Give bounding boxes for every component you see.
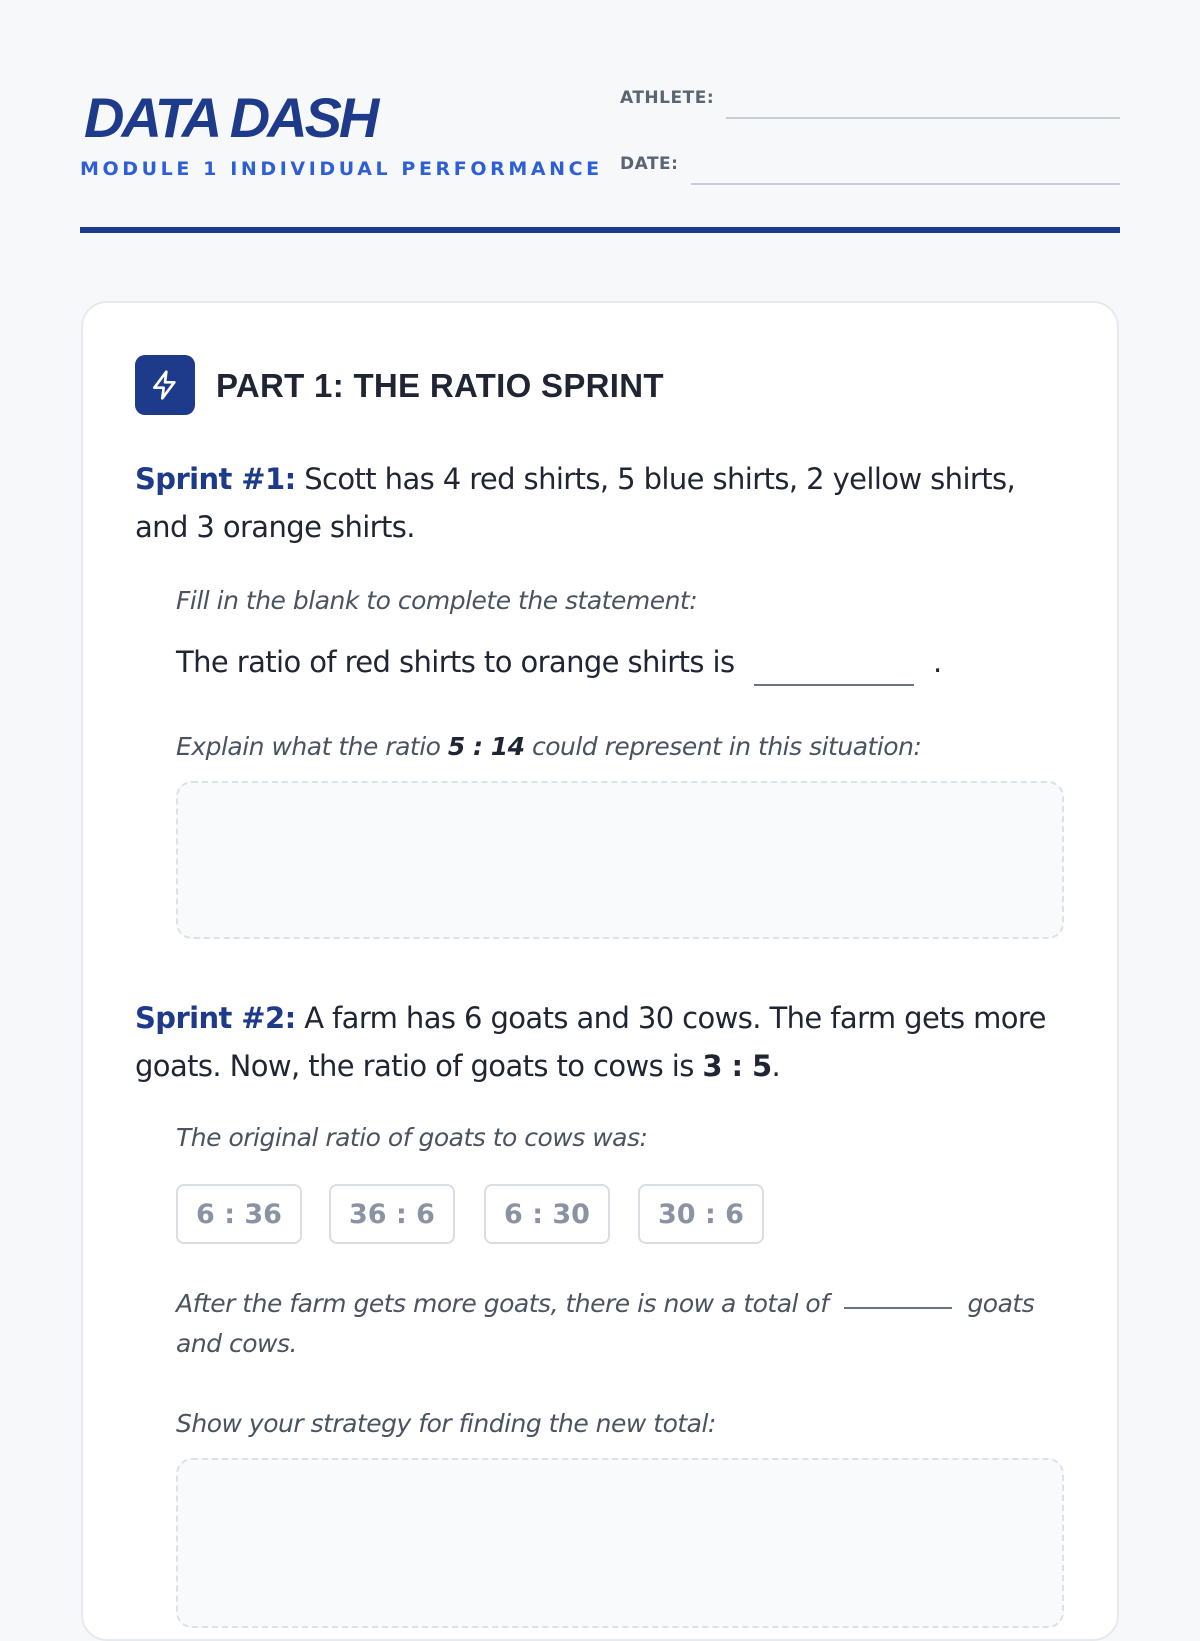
date-label: DATE: [620,154,679,174]
sprint2-ratio: 3 : 5 [702,1049,772,1083]
brand-subtitle: MODULE 1 INDIVIDUAL PERFORMANCE [80,158,603,180]
sprint2-problem [135,994,1065,1090]
sprint2-strategy-prompt: Show your strategy for finding the new total: [176,1409,716,1438]
sprint1-instruction: Fill in the blank to complete the statement: [176,586,698,615]
worksheet-header [80,0,1120,235]
choice-option-1[interactable]: 6 : 36 [176,1184,302,1244]
date-field[interactable] [691,183,1120,185]
choice-option-2[interactable]: 36 : 6 [329,1184,455,1244]
sprint2-total-prompt [176,1284,1056,1364]
total-post: goats and cows. [176,1289,1035,1358]
total-blank[interactable] [844,1301,952,1309]
lightning-icon [135,355,195,415]
sprint1-tag: Sprint #1: [135,462,296,496]
statement-period: . [933,645,942,679]
sprint1-problem [135,455,1065,551]
ratio-blank[interactable] [754,684,914,686]
athlete-label: ATHLETE: [620,88,715,108]
explain-ratio: 5 : 14 [447,732,525,761]
sprint1-explain-prompt [176,727,1076,767]
part-title: PART 1: THE RATIO SPRINT [216,367,664,404]
strategy-answer-box[interactable] [176,1458,1064,1628]
choice-option-4[interactable]: 30 : 6 [638,1184,764,1244]
header-divider [80,227,1120,233]
sprint2-instruction: The original ratio of goats to cows was: [176,1123,648,1152]
brand-title: DATA DASH [84,86,377,149]
sprint1-statement: The ratio of red shirts to orange shirts is [176,645,735,679]
sprint2-period: . [771,1049,781,1083]
explain-post: could represent in this situation: [531,732,922,761]
explain-answer-box[interactable] [176,781,1064,939]
sprint2-text: A farm has 6 goats and 30 cows. The farm gets more goats. Now, the ratio of goats to cows is [135,1001,1046,1083]
total-pre: After the farm gets more goats, there is now a total of [176,1289,829,1318]
athlete-field[interactable] [726,117,1120,119]
choice-option-3[interactable]: 6 : 30 [484,1184,610,1244]
sprint2-tag: Sprint #2: [135,1001,296,1035]
explain-pre: Explain what the ratio [176,732,441,761]
sprint1-text: Scott has 4 red shirts, 5 blue shirts, 2 yellow shirts, and 3 orange shirts. [135,462,1016,544]
